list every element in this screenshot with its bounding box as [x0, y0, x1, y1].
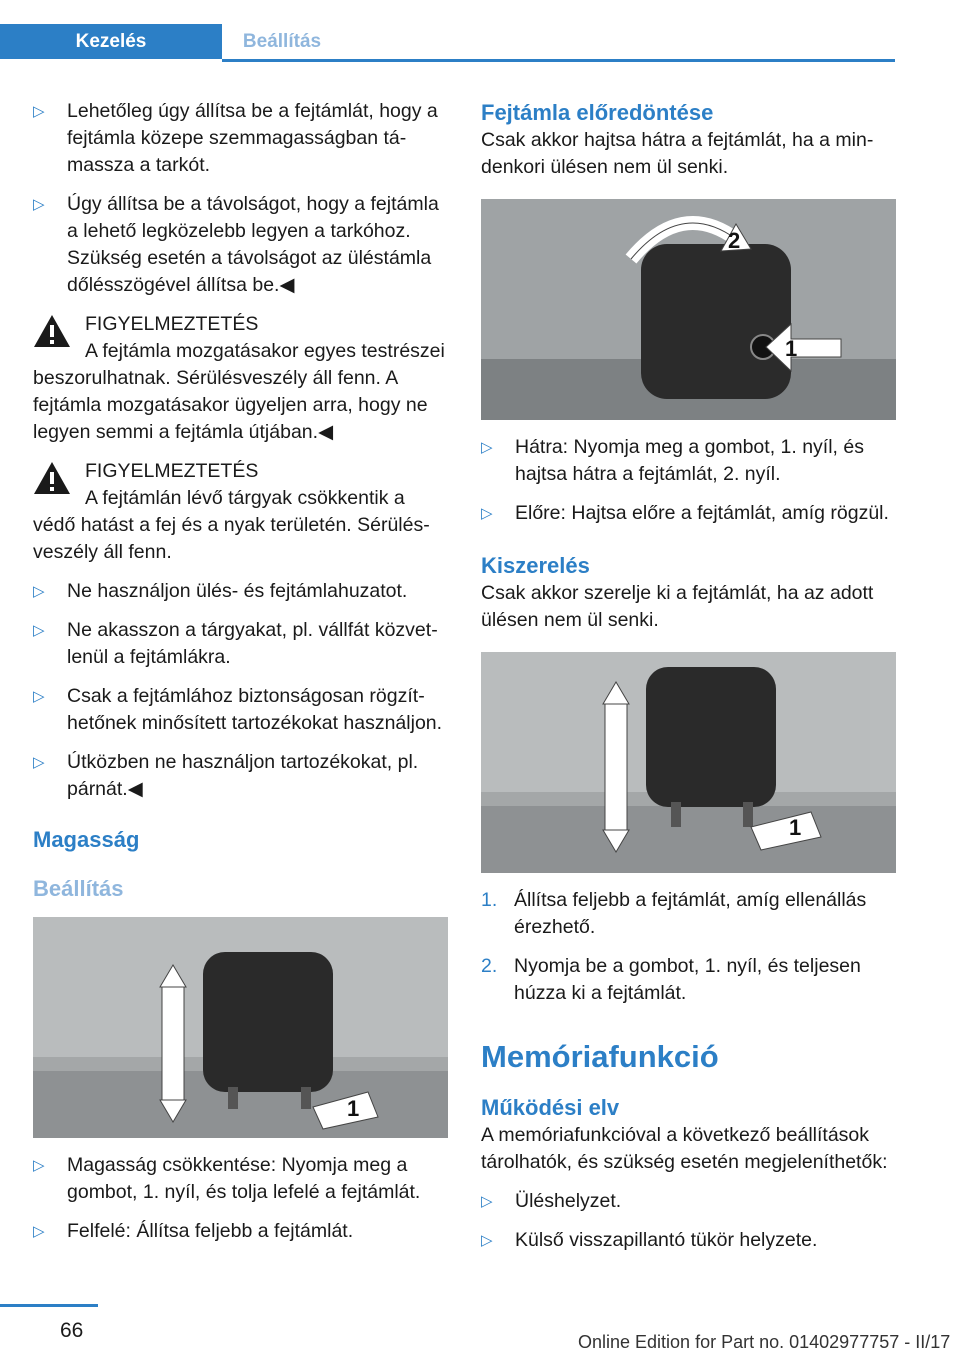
left-column [33, 98, 448, 1257]
chapter-tabs [0, 0, 895, 62]
list-item: ▷ Útközben ne használjon tartozékokat, pl. párnát.◀ [33, 751, 419, 800]
figure-label: 2 [728, 228, 741, 253]
triangle-bullet-icon: ▷ [481, 1193, 493, 1210]
tab-beallitas[interactable]: Beállítás [242, 31, 322, 52]
numbered-step: 2. Nyomja be a gombot, 1. nyíl, és teljesen húzza ki a fejtámlát. [481, 955, 861, 1004]
figure-label: 1 [789, 815, 802, 840]
footer-edition: Online Edition for Part no. 01402977757 - II/17 [578, 1332, 951, 1352]
list-item: ▷ Üléshelyzet. [481, 1188, 896, 1215]
tab-kezeles[interactable]: Kezelés [0, 24, 222, 59]
list-item: ▷ Úgy állítsa be a távolságot, hogy a fejtámla a lehető legközelebb legyen a tarkóhoz. Szükség esetén a távolságot az üléstámla dőlésszögével állítsa be.◀ [33, 193, 439, 296]
figure-label: 1 [785, 336, 798, 361]
triangle-bullet-icon: ▷ [33, 688, 45, 705]
list-item: ▷ Lehetőleg úgy állítsa be a fejtámlát, hogy a fejtámla közepe szemmagasságban támassza a tarkót. [33, 100, 438, 176]
warning-title: FIGYELMEZTETÉS [85, 313, 259, 335]
list-item: ▷ Hátra: Nyomja meg a gombot, 1. nyíl, és hajtsa hátra a fejtámlát, 2. nyíl. [481, 436, 864, 485]
list-item: ▷ Csak a fejtámlához biztonságosan rögzíthetőnek minősített tartozékokat használjon. [33, 685, 443, 734]
warning-text: A fejtámlán lévő tárgyak csökkentik a védő hatást a fej és a nyak területén. Sérülésveszély áll fenn. [33, 487, 430, 563]
headrest-tilt-photo [481, 199, 896, 420]
tab-divider [222, 59, 895, 62]
page-number: 66 [60, 1319, 84, 1342]
section-heading: Fejtámla előredöntése [481, 100, 714, 125]
warning-triangle-icon [33, 314, 71, 348]
headrest-removal-photo [481, 652, 896, 873]
page-number-rule [0, 1304, 98, 1307]
section-heading: Kiszerelés [481, 553, 590, 578]
paragraph: Csak akkor hajtsa hátra a fejtámlát, ha a mindenkori ülésen nem ül senki. [481, 129, 874, 178]
triangle-bullet-icon: ▷ [481, 439, 493, 456]
triangle-bullet-icon: ▷ [33, 754, 45, 771]
list-item: ▷ Magasság csökkentése: Nyomja meg a gombot, 1. nyíl, és tolja lefelé a fejtámlát. [33, 1154, 421, 1203]
warning-title: FIGYELMEZTETÉS [85, 460, 259, 482]
list-item: ▷ Felfelé: Állítsa feljebb a fejtámlát. [33, 1218, 448, 1245]
headrest-height-photo [33, 917, 448, 1138]
warning-block [33, 458, 448, 566]
warning-triangle-icon [33, 461, 71, 495]
triangle-bullet-icon: ▷ [33, 1157, 45, 1174]
subsection-heading: Működési elv [481, 1095, 620, 1120]
list-item: ▷ Ne használjon ülés- és fejtámlahuzatot. [33, 578, 448, 605]
triangle-bullet-icon: ▷ [33, 196, 45, 213]
triangle-bullet-icon: ▷ [33, 103, 45, 120]
chapter-heading: Memóriafunkció [481, 1039, 719, 1074]
triangle-bullet-icon: ▷ [481, 1232, 493, 1249]
section-heading: Magasság [33, 827, 140, 852]
list-item: ▷ Ne akasszon a tárgyakat, pl. vállfát közvetlenül a fejtámlákra. [33, 619, 438, 668]
paragraph: Csak akkor szerelje ki a fejtámlát, ha az adott ülésen nem ül senki. [481, 582, 874, 631]
triangle-bullet-icon: ▷ [33, 1223, 45, 1240]
triangle-bullet-icon: ▷ [33, 583, 45, 600]
list-item: ▷ Előre: Hajtsa előre a fejtámlát, amíg rögzül. [481, 500, 896, 527]
paragraph: A memóriafunkcióval a következő beállítások tárolhatók, és szükség esetén megjeleníthetők: [481, 1124, 888, 1173]
triangle-bullet-icon: ▷ [481, 505, 493, 522]
warning-text: A fejtámla mozgatásakor egyes testrészei beszorulhatnak. Sérülésveszély áll fenn. A fejtámla mozgatásakor ügyeljen arra, hogy ne legyen semmi a fejtámla útjában.◀ [33, 340, 445, 443]
triangle-bullet-icon: ▷ [33, 622, 45, 639]
list-item: ▷ Külső visszapillantó tükör helyzete. [481, 1227, 896, 1254]
subsection-heading: Beállítás [33, 876, 124, 901]
warning-block [33, 311, 448, 446]
figure-label: 1 [347, 1096, 360, 1121]
right-column [481, 98, 896, 1266]
numbered-step: 1. Állítsa feljebb a fejtámlát, amíg ellenállás érezhető. [481, 889, 867, 938]
